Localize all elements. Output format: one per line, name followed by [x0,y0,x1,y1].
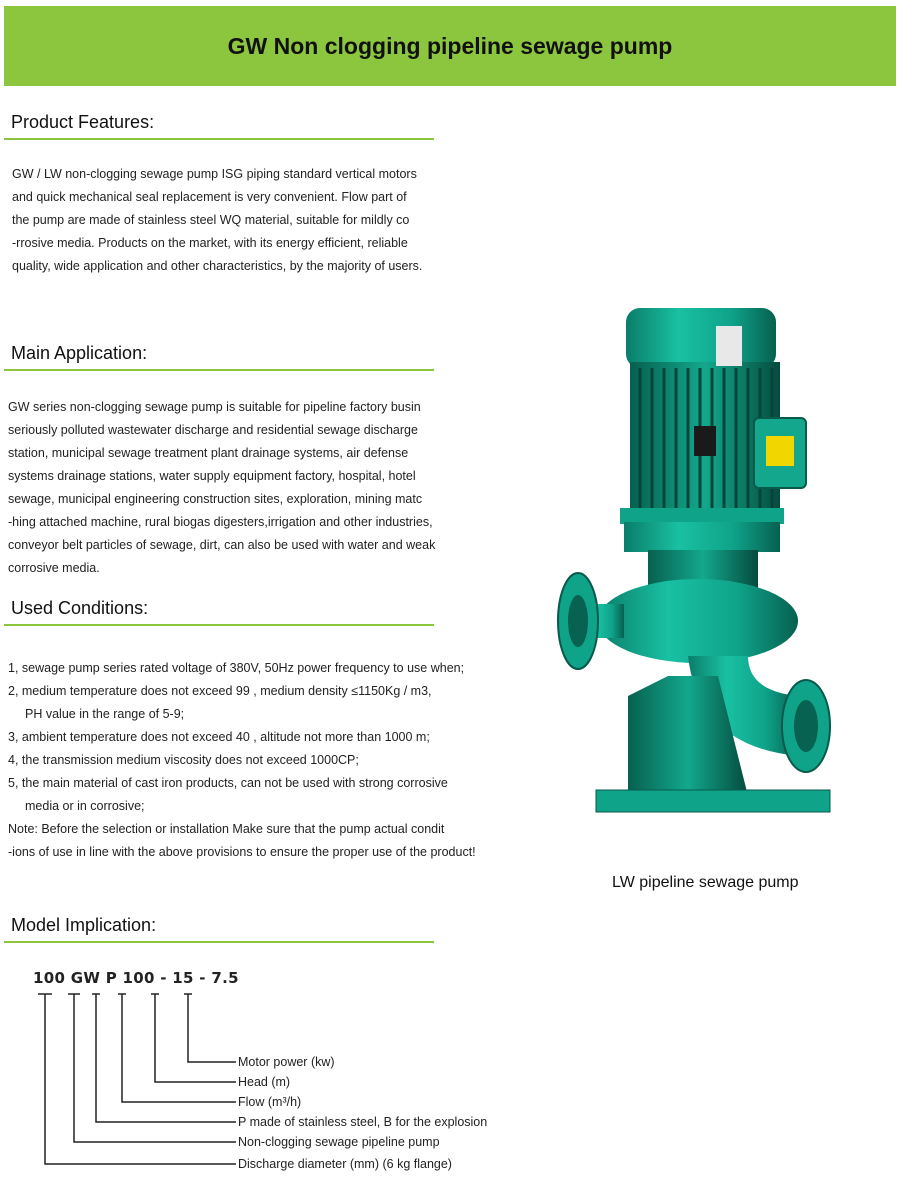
application-line: sewage, municipal engineering construction sites, exploration, mining matc [8,492,423,506]
condition-line: 3, ambient temperature does not exceed 40 , altitude not more than 1000 m; [8,730,430,744]
condition-line: 1, sewage pump series rated voltage of 380V, 50Hz power frequency to use when; [8,661,465,675]
image-caption: LW pipeline sewage pump [612,874,799,891]
page-title: GW Non clogging pipeline sewage pump [227,32,673,59]
condition-line: PH value in the range of 5-9; [25,707,185,721]
model-heading: Model Implication: [11,915,157,935]
model-label-head: Head (m) [238,1075,291,1089]
model-label-motor-power: Motor power (kw) [238,1055,335,1069]
features-heading: Product Features: [11,112,155,132]
application-line: seriously polluted wastewater discharge and residential sewage discharge [8,423,418,437]
condition-line: 2, medium temperature does not exceed 99 , medium density ≤1150Kg / m3, [8,684,432,698]
features-heading-bar [4,112,434,140]
pump-image [548,296,848,856]
condition-line: Note: Before the selection or installation Make sure that the pump actual condit [8,822,445,836]
model-label-pump-type: Non-clogging sewage pipeline pump [238,1135,440,1149]
model-code: 100 GW P 100 - 15 - 7.5 [33,969,239,987]
features-line: quality, wide application and other characteristics, by the majority of users. [12,259,423,273]
application-text [8,396,435,580]
condition-line: 4, the transmission medium viscosity does not exceed 1000CP; [8,753,359,767]
application-line: corrosive media. [8,561,100,575]
application-heading: Main Application: [11,343,148,363]
features-line: GW / LW non-clogging sewage pump ISG piping standard vertical motors [12,167,417,181]
condition-line: -ions of use in line with the above provisions to ensure the proper use of the product! [8,845,476,859]
condition-line: media or in corrosive; [25,799,145,813]
application-line: systems drainage stations, water supply equipment factory, hospital, hotel [8,469,416,483]
application-line: conveyor belt particles of sewage, dirt, can also be used with water and weak [8,538,436,552]
condition-line: 5, the main material of cast iron products, can not be used with strong corrosive [8,776,448,790]
application-line: -hing attached machine, rural biogas digesters,irrigation and other industries, [8,515,433,529]
application-line: station, municipal sewage treatment plant drainage systems, air defense [8,446,409,460]
features-text [12,163,422,278]
application-heading-bar [4,343,434,371]
model-label-diameter: Discharge diameter (mm) (6 kg flange) [238,1157,452,1171]
features-line: -rrosive media. Products on the market, with its energy efficient, reliable [12,236,408,250]
title-banner [4,6,896,86]
model-label-flow: Flow (m³/h) [238,1095,302,1109]
conditions-heading: Used Conditions: [11,598,149,618]
model-label-material: P made of stainless steel, B for the explosion [238,1115,488,1129]
application-line: GW series non-clogging sewage pump is suitable for pipeline factory busin [8,400,421,414]
features-line: the pump are made of stainless steel WQ material, suitable for mildly co [12,213,410,227]
features-line: and quick mechanical seal replacement is very convenient. Flow part of [12,190,407,204]
model-heading-bar [4,915,434,943]
conditions-text [8,657,476,864]
conditions-heading-bar [4,598,434,626]
